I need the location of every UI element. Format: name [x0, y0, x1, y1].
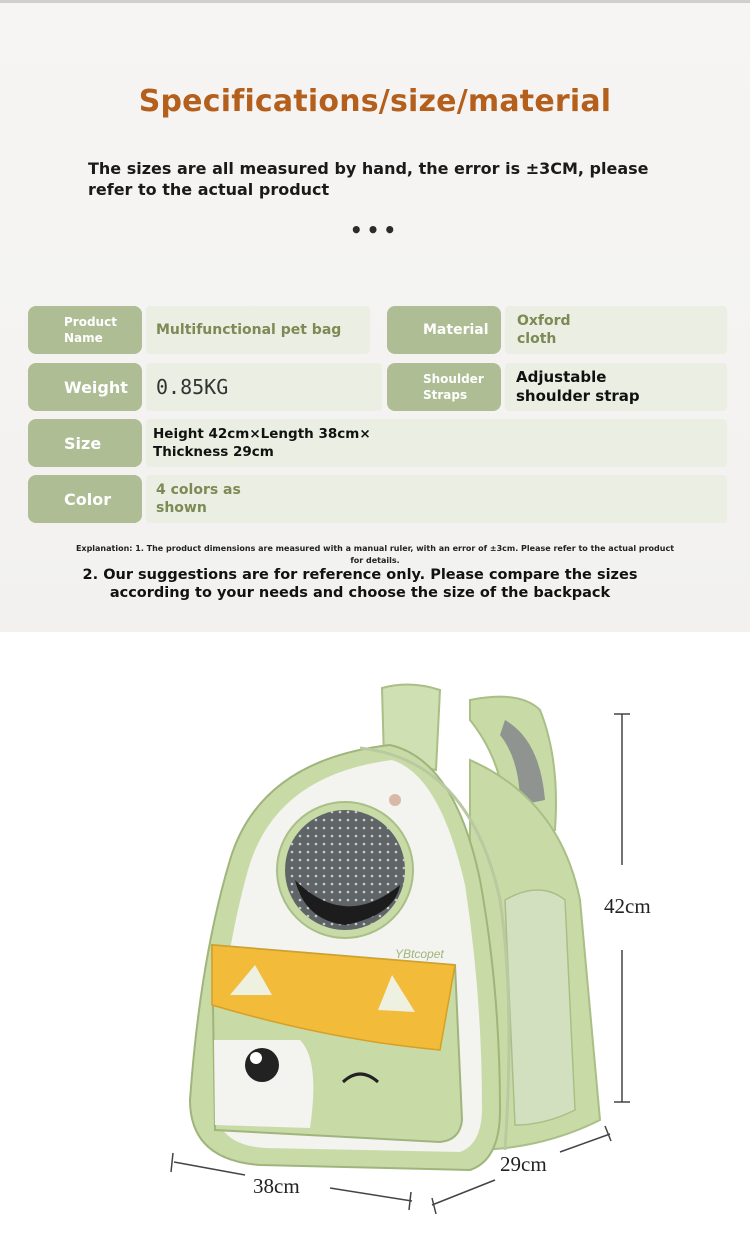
backpack-illustration — [0, 632, 750, 1242]
thickness-dimension: 29cm — [500, 1152, 547, 1176]
top-strip — [0, 0, 750, 3]
zipper-pull — [389, 794, 401, 806]
brand-mark: YBtcopet — [395, 947, 444, 961]
color-label: Color — [28, 475, 142, 523]
explanation-note-2: 2. Our suggestions are for reference only. Please compare the sizes according to your needs and choose the size of the backpack — [82, 567, 638, 601]
size-label: Size — [28, 419, 142, 467]
height-dimension: 42cm — [604, 894, 651, 918]
weight-value: 0.85KG — [146, 363, 382, 411]
size-value: Height 42cm×Length 38cm× Thickness 29cm — [146, 419, 727, 467]
product-image-area — [0, 632, 750, 1242]
material-label: Material — [387, 306, 501, 354]
color-value: 4 colors as shown — [146, 475, 727, 523]
product-name-value: Multifunctional pet bag — [146, 306, 370, 354]
side-mesh-pocket — [505, 890, 575, 1125]
cat-eye-left — [245, 1048, 279, 1082]
ellipsis-dots: ••• — [349, 218, 401, 242]
explanation-note-1: Explanation: 1. The product dimensions are measured with a manual ruler, with an error of ±3cm. Please refer to the actual product for details. — [75, 544, 675, 565]
length-dimension: 38cm — [253, 1174, 300, 1198]
measurement-note: The sizes are all measured by hand, the error is ±3CM, please refer to the actual product — [88, 159, 649, 199]
shoulder-straps-value: Adjustable shoulder strap — [505, 363, 727, 411]
weight-label: Weight — [28, 363, 142, 411]
shoulder-straps-label: Shoulder Straps — [387, 363, 501, 411]
page-title: Specifications/size/material — [138, 84, 612, 119]
product-name-label: Product Name — [28, 306, 142, 354]
material-value: Oxford cloth — [505, 306, 727, 354]
